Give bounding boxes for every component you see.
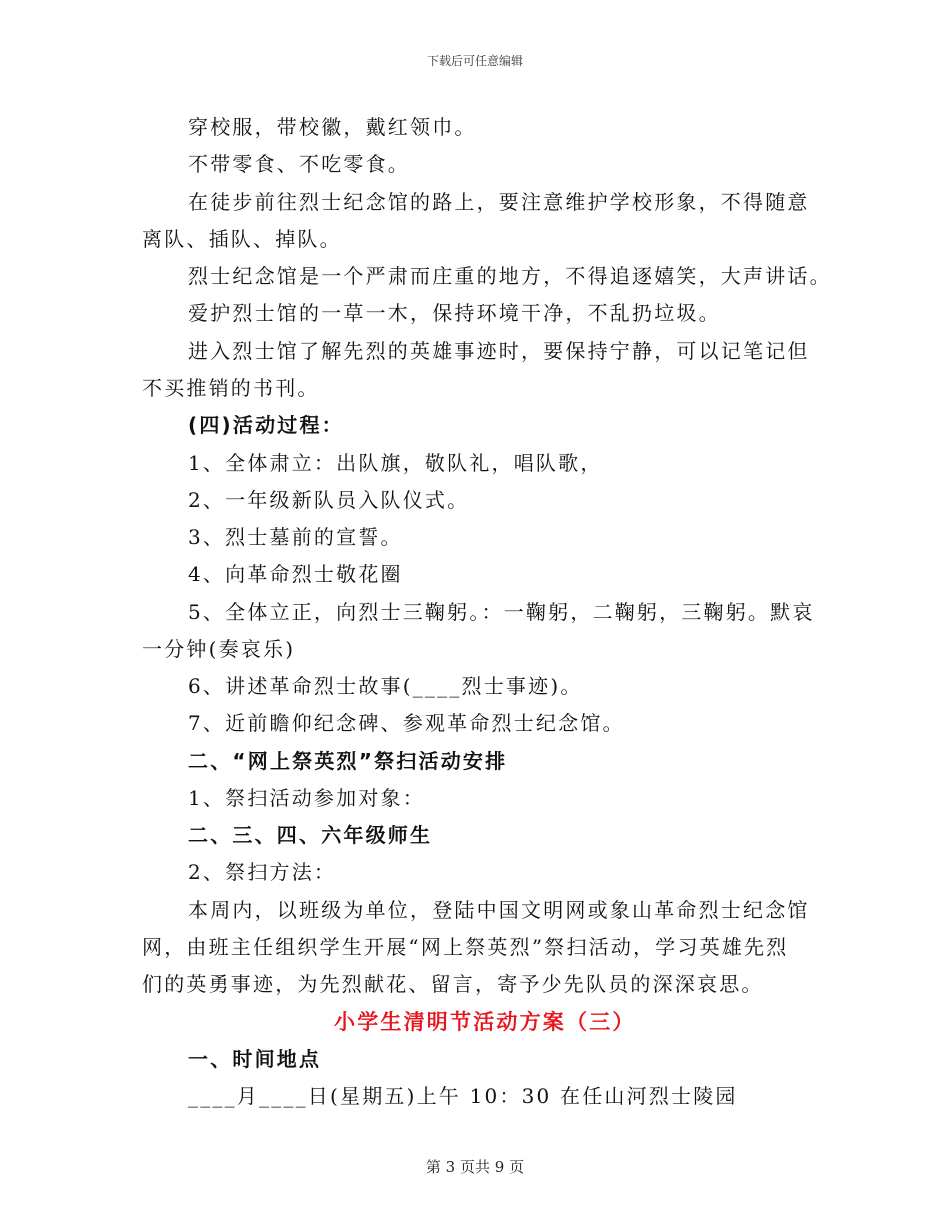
page-header: 下载后可任意编辑 <box>426 54 523 68</box>
list-item: 1、全体肃立：出队旗，敬队礼，唱队歌， <box>188 451 603 475</box>
list-item: 3、烈士墓前的宣誓。 <box>188 525 403 549</box>
list-item: 4、向革命烈士敬花圈 <box>188 562 403 586</box>
list-item: 5、全体立正，向烈士三鞠躬。：一鞠躬，二鞠躬，三鞠躬。默哀 <box>188 600 815 624</box>
paragraph-line: 不带零食、不吃零食。 <box>188 152 410 176</box>
section-heading: 二、“网上祭英烈”祭扫活动安排 <box>188 749 508 773</box>
paragraph-line: 本周内，以班级为单位，登陆中国文明网或象山革命烈士纪念馆 <box>188 898 810 922</box>
section-heading: 一、时间地点 <box>188 1047 322 1071</box>
paragraph-line: 不买推销的书刊。 <box>142 376 320 400</box>
list-item: 6、讲述革命烈士故事(____烈士事迹)。 <box>188 674 583 698</box>
paragraph-line: 们的英勇事迹，为先烈献花、留言，寄予少先队员的深深哀思。 <box>142 972 764 996</box>
paragraph-line: 网，由班主任组织学生开展“网上祭英烈”祭扫活动，学习英雄先烈 <box>142 935 789 959</box>
list-item: 7、近前瞻仰纪念碑、参观革命烈士纪念馆。 <box>188 711 625 735</box>
subsection-heading: (四)活动过程： <box>188 413 344 437</box>
paragraph-line: 爱护烈士馆的一草一木，保持环境干净，不乱扔垃圾。 <box>188 301 721 325</box>
paragraph-line: 烈士纪念馆是一个严肃而庄重的地方，不得追逐嬉笑，大声讲话。 <box>188 264 832 288</box>
list-item: 2、祭扫方法： <box>188 860 337 884</box>
paragraph-line: 穿校服，带校徽，戴红领巾。 <box>188 115 477 139</box>
paragraph-line: 进入烈士馆了解先烈的英雄事迹时，要保持宁静，可以记笔记但 <box>188 339 810 363</box>
paragraph-line: 在徒步前往烈士纪念馆的路上，要注意维护学校形象，不得随意 <box>188 190 810 214</box>
page-footer: 第 3 页共 9 页 <box>425 1158 525 1176</box>
list-item-continuation: 一分钟(奏哀乐) <box>142 637 296 661</box>
list-item: 2、一年级新队员入队仪式。 <box>188 488 470 512</box>
participants-text: 二、三、四、六年级师生 <box>188 823 433 847</box>
section-title: 小学生清明节活动方案（三） <box>334 1010 636 1034</box>
paragraph-line: 离队、插队、掉队。 <box>142 227 342 251</box>
list-item: 1、祭扫活动参加对象： <box>188 786 425 810</box>
paragraph-line: ____月____日(星期五)上午 10：30 在任山河烈士陵园 <box>188 1084 738 1108</box>
